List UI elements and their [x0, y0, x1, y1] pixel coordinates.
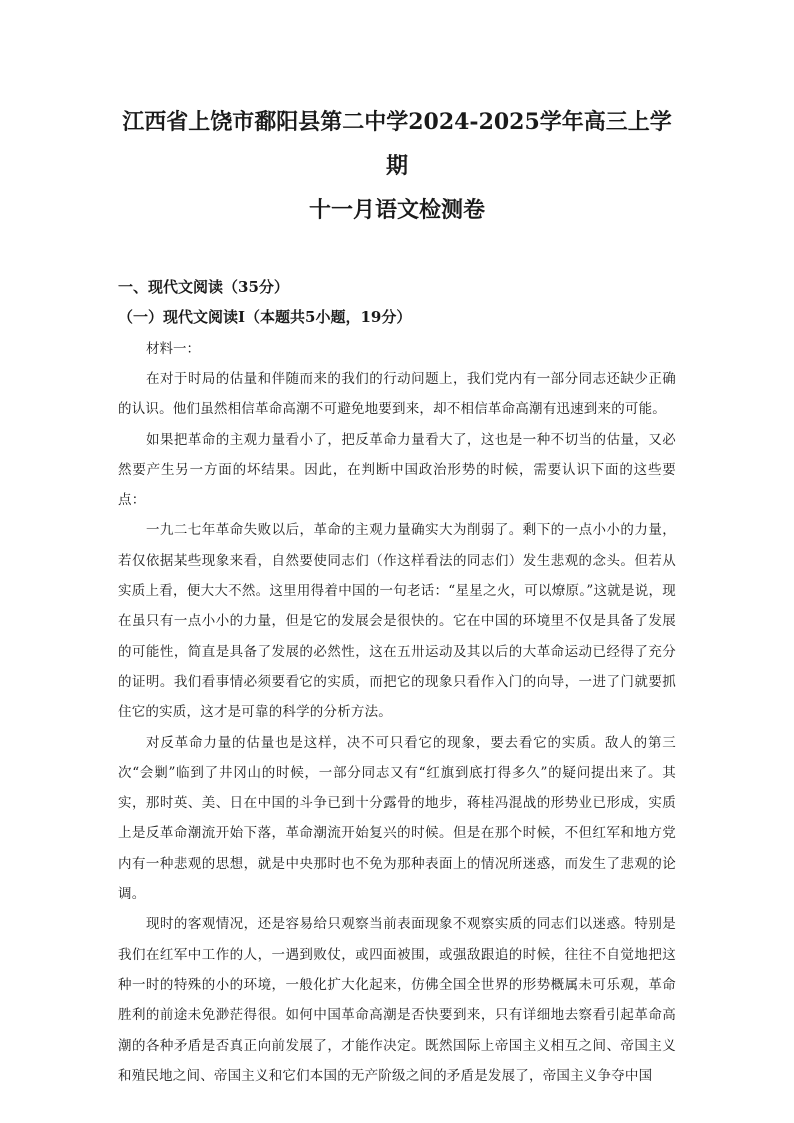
- paragraph-1: 在对于时局的估量和伴随而来的我们的行动问题上，我们党内有一部分同志还缺少正确的认识。他们虽然相信革命高潮不可避免地要到来，却不相信革命高潮有迅速到来的可能。: [118, 371, 676, 418]
- material-label: 材料一：: [146, 341, 200, 357]
- subsection-heading: （一）现代文阅读Ⅰ（本题共5小题，19分）: [118, 308, 412, 326]
- document-title-line1: 江西省上饶市鄱阳县第二中学2024-2025学年高三上学期: [122, 109, 672, 179]
- paragraph-4: 对反革命力量的估量也是这样，决不可只看它的现象，要去看它的实质。敌人的第三次“会剿”临到了井冈山的时候，一部分同志又有“红旗到底打得多久”的疑问提出来了。其实，那时英、美、日在中国的斗争已到十分露骨的地步，蒋桂冯混战的形势业已形成，实质上是反革命潮流开始下落，革命潮流开始复兴的时候。但是在那个时候，不但红军和地方党内有一种悲观的思想，就是中央那时也不免为那种表面上的情况所迷惑，而发生了悲观的论调。: [118, 734, 676, 903]
- section-heading: 一、现代文阅读（35分）: [118, 278, 289, 296]
- paragraph-5: 现时的客观情况，还是容易给只观察当前表面现象不观察实质的同志们以迷惑。特别是我们在红军中工作的人，一遇到败仗，或四面被围，或强敌跟追的时候，往往不自觉地把这种一时的特殊的小的环境，一般化扩大化起来，仿佛全国全世界的形势概属未可乐观，革命胜利的前途未免渺茫得很。如何中国革命高潮是否快要到来，只有详细地去察看引起革命高潮的各种矛盾是否真正向前发展了，才能作决定。既然国际上帝国主义相互之间、帝国主义和殖民地之间、帝国主义和它们本国的无产阶级之间的矛盾是发展了，帝国主义争夺中国: [118, 916, 676, 1084]
- document-title-line2: 十一月语文检测卷: [308, 197, 485, 223]
- paragraph-3: 一九二七年革命失败以后，革命的主观力量确实大为削弱了。剩下的一点小小的力量，若仅依据某些现象来看，自然要使同志们（作这样看法的同志们）发生悲观的念头。但若从实质上看，便大大不然。这里用得着中国的一句老话：“星星之火，可以燎原。”这就是说，现在虽只有一点小小的力量，但是它的发展会是很快的。它在中国的环境里不仅是具备了发展的可能性，简直是具备了发展的必然性，这在五卅运动及其以后的大革命运动已经得了充分的证明。我们看事情必须要看它的实质，而把它的现象只看作入门的向导，一进了门就要抓住它的实质，这才是可靠的科学的分析方法。: [118, 522, 676, 721]
- paragraph-2: 如果把革命的主观力量看小了，把反革命力量看大了，这也是一种不切当的估量，又必然要产生另一方面的坏结果。因此，在判断中国政治形势的时候，需要认识下面的这些要点：: [118, 431, 676, 509]
